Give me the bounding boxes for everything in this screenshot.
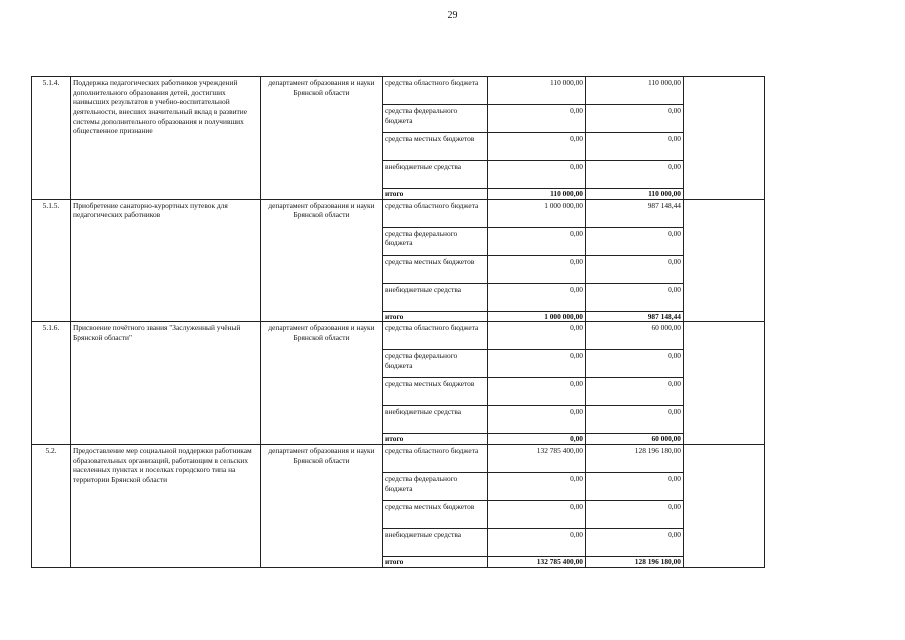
table-row [32, 77, 765, 105]
notes-cell [684, 444, 765, 567]
planned-amount: 0,00 [488, 255, 586, 283]
item-number: 5.1.4. [32, 77, 71, 200]
total-planned: 132 785 400,00 [488, 556, 586, 567]
notes-cell [684, 77, 765, 200]
planned-amount: 132 785 400,00 [488, 444, 586, 472]
item-name: Приобретение санаторно-курортных путевок для педагогических работников [71, 199, 261, 322]
actual-amount: 0,00 [586, 500, 684, 528]
planned-amount: 110 000,00 [488, 77, 586, 105]
funding-source: средства федерального бюджета [383, 227, 488, 255]
total-actual: 128 196 180,00 [586, 556, 684, 567]
planned-amount: 0,00 [488, 528, 586, 556]
item-department: департамент образования и науки Брянской области [261, 77, 383, 200]
actual-amount: 110 000,00 [586, 77, 684, 105]
total-planned: 0,00 [488, 434, 586, 445]
total-planned: 110 000,00 [488, 189, 586, 200]
actual-amount: 128 196 180,00 [586, 444, 684, 472]
funding-source: средства федерального бюджета [383, 350, 488, 378]
funding-source: средства федерального бюджета [383, 105, 488, 133]
item-number: 5.2. [32, 444, 71, 567]
funding-source: внебюджетные средства [383, 161, 488, 189]
actual-amount: 0,00 [586, 105, 684, 133]
actual-amount: 0,00 [586, 406, 684, 434]
total-actual: 110 000,00 [586, 189, 684, 200]
item-name: Присвоение почётного звания "Заслуженный учёный Брянской области" [71, 322, 261, 445]
funding-source: средства областного бюджета [383, 199, 488, 227]
item-department: департамент образования и науки Брянской области [261, 444, 383, 567]
total-label: итого [383, 311, 488, 322]
budget-table-body [32, 77, 765, 568]
item-name: Предоставление мер социальной поддержки работникам образовательных организаций, работающим в сельских населенных пунктах и поселках городского типа на территории Брянской области [71, 444, 261, 567]
funding-source: средства местных бюджетов [383, 133, 488, 161]
actual-amount: 0,00 [586, 528, 684, 556]
item-department: департамент образования и науки Брянской области [261, 322, 383, 445]
actual-amount: 0,00 [586, 161, 684, 189]
total-label: итого [383, 189, 488, 200]
table-row [32, 199, 765, 227]
planned-amount: 0,00 [488, 283, 586, 311]
funding-source: средства местных бюджетов [383, 378, 488, 406]
item-number: 5.1.6. [32, 322, 71, 445]
actual-amount: 0,00 [586, 350, 684, 378]
funding-source: средства местных бюджетов [383, 500, 488, 528]
planned-amount: 0,00 [488, 472, 586, 500]
planned-amount: 0,00 [488, 322, 586, 350]
planned-amount: 1 000 000,00 [488, 199, 586, 227]
planned-amount: 0,00 [488, 378, 586, 406]
table-row [32, 444, 765, 472]
funding-source: средства областного бюджета [383, 444, 488, 472]
funding-source: средства федерального бюджета [383, 472, 488, 500]
actual-amount: 0,00 [586, 133, 684, 161]
actual-amount: 0,00 [586, 255, 684, 283]
item-number: 5.1.5. [32, 199, 71, 322]
funding-source: средства областного бюджета [383, 322, 488, 350]
planned-amount: 0,00 [488, 406, 586, 434]
planned-amount: 0,00 [488, 133, 586, 161]
funding-source: средства областного бюджета [383, 77, 488, 105]
item-department: департамент образования и науки Брянской области [261, 199, 383, 322]
notes-cell [684, 322, 765, 445]
planned-amount: 0,00 [488, 500, 586, 528]
total-actual: 987 148,44 [586, 311, 684, 322]
planned-amount: 0,00 [488, 227, 586, 255]
planned-amount: 0,00 [488, 161, 586, 189]
funding-source: внебюджетные средства [383, 283, 488, 311]
total-actual: 60 000,00 [586, 434, 684, 445]
actual-amount: 60 000,00 [586, 322, 684, 350]
total-label: итого [383, 434, 488, 445]
funding-source: внебюджетные средства [383, 528, 488, 556]
planned-amount: 0,00 [488, 105, 586, 133]
page-number: 29 [447, 10, 458, 21]
planned-amount: 0,00 [488, 350, 586, 378]
total-label: итого [383, 556, 488, 567]
item-name: Поддержка педагогических работников учреждений дополнительного образования детей, достигших наивысших результатов в учебно-воспитательной деятельности, внесших значительный вклад в развитие системы дополнительного образования и получивших общественное признание [71, 77, 261, 200]
actual-amount: 0,00 [586, 283, 684, 311]
funding-source: внебюджетные средства [383, 406, 488, 434]
table-row [32, 322, 765, 350]
funding-source: средства местных бюджетов [383, 255, 488, 283]
actual-amount: 0,00 [586, 227, 684, 255]
actual-amount: 987 148,44 [586, 199, 684, 227]
actual-amount: 0,00 [586, 378, 684, 406]
actual-amount: 0,00 [586, 472, 684, 500]
notes-cell [684, 199, 765, 322]
budget-table [31, 76, 765, 568]
total-planned: 1 000 000,00 [488, 311, 586, 322]
